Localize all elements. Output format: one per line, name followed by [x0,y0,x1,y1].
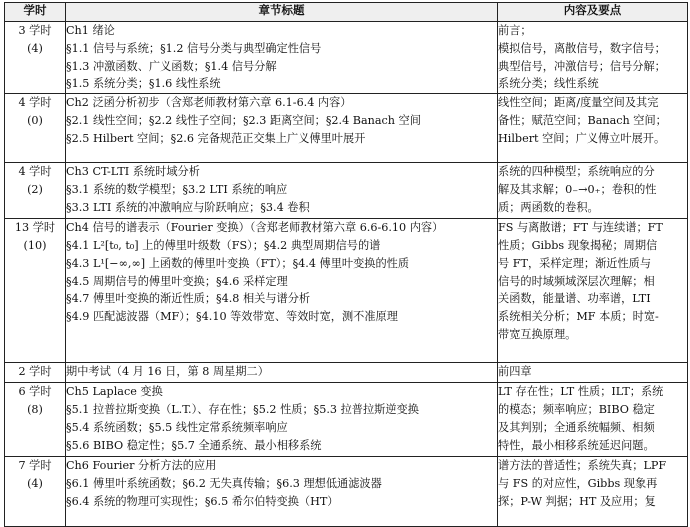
content-line: 解及其求解；0₋→0₊；卷积的性 [498,182,657,196]
content-line: 探；P-W 判据；HT 及应用；复 [498,494,656,508]
table-row [5,219,688,363]
hours-value: 7 学时 [18,459,52,473]
chapter-cell [66,383,498,457]
section-line: §2.1 线性空间；§2.2 线性子空间；§2.3 距离空间；§2.4 Banach 空间 [66,113,421,127]
chapter-cell [66,22,498,94]
header-content: 内容及要点 [498,3,688,22]
chapter-title: Ch1 绪论 [66,24,115,37]
content-line: 系统分类；线性系统 [498,77,599,91]
content-line: 典型信号，冲激信号；信号分解； [498,59,666,73]
table-row [5,22,688,94]
hours-cell [5,457,66,527]
chapter-title: Ch4 信号的谱表示（Fourier 变换）（含郑老师教材第六章 6.6-6.10 内容） [66,221,444,235]
chapter-title: Ch2 泛函分析初步（含郑老师教材第六章 6.1-6.4 内容） [66,96,352,110]
chapter-cell [66,163,498,219]
content-line: 系统的四种模型；系统响应的分 [498,165,655,179]
content-line: 信号的时域频域深层次理解；相 [498,274,655,288]
chapter-title: Ch3 CT-LTI 系统时域分析 [66,165,200,179]
table-row [5,163,688,219]
section-line: §1.5 系统分类；§1.6 线性系统 [66,77,221,91]
content-line: 与 FS 的对应性，Gibbs 现象再 [498,476,658,490]
hours-extra: (4) [27,41,43,55]
hours-extra: (4) [27,476,43,490]
section-line: §4.9 匹配滤波器（MF）；§4.10 等效带宽、等效时宽，测不准原理 [66,310,398,324]
content-line: 特性，最小相移系统延迟问题。 [498,438,655,452]
content-cell [498,457,688,527]
hours-value: 2 学时 [18,365,52,379]
content-line: 的模态；频率响应；BIBO 稳定 [498,402,655,416]
section-line: §4.1 L²[t₀, t₀] 上的傅里叶级数（FS）；§4.2 典型周期信号的谱 [66,238,381,252]
chapter-title: Ch5 Laplace 变换 [66,385,163,399]
table-row [5,94,688,163]
content-line: Hilbert 空间；广义傅立叶展开。 [498,131,666,145]
table-row [5,363,688,383]
content-cell [498,94,688,163]
hours-value: 4 学时 [18,165,52,179]
section-line: §3.3 LTI 系统的冲激响应与阶跃响应；§3.4 卷积 [66,200,310,214]
content-line: 号 FT，采样定理；渐近性质与 [498,256,652,270]
content-line: 质；两函数的卷积。 [498,200,599,214]
header-chapter: 章节标题 [66,3,498,22]
section-line: §2.5 Hilbert 空间；§2.6 完备规范正交集上广义傅里叶展开 [66,131,366,145]
content-line: 模拟信号，离散信号，数字信号； [498,41,666,55]
chapter-cell [66,94,498,163]
hours-value: 3 学时 [18,24,52,37]
section-line: §6.4 系统的物理可实现性；§6.5 希尔伯特变换（HT） [66,494,339,508]
section-line: §3.1 系统的数学模型；§3.2 LTI 系统的响应 [66,182,288,196]
content-line: 线性空间；距离/度量空间及其完 [498,96,659,110]
hours-cell [5,22,66,94]
content-line: 及其判别；全通系统幅频、相频 [498,420,655,434]
content-line: 带宽互换原理。 [498,327,577,341]
content-cell [498,163,688,219]
header-row [5,3,688,22]
table-row [5,383,688,457]
content-line: 前言； [498,24,532,37]
header-hours: 学时 [5,3,66,22]
section-line: §5.1 拉普拉斯变换（L.T.）、存在性；§5.2 性质；§5.3 拉普拉斯逆变换 [66,402,419,416]
chapter-title: Ch6 Fourier 分析方法的应用 [66,459,217,473]
hours-extra: (10) [23,238,47,252]
section-line: §1.1 信号与系统；§1.2 信号分类与典型确定性信号 [66,41,322,55]
section-line: §4.3 L¹[−∞,∞] 上函数的傅里叶变换（FT）；§4.4 傅里叶变换的性质 [66,256,410,270]
section-line: §4.5 周期信号的傅里叶变换；§4.6 采样定理 [66,274,288,288]
chapter-title: 期中考试（4 月 16 日，第 8 周星期二） [66,365,269,379]
content-line: 备性；赋范空间；Banach 空间； [498,113,667,127]
hours-extra: (2) [27,182,43,196]
content-line: 系统相关分析；MF 本质；时宽- [498,310,659,324]
table-row [5,457,688,527]
section-line: §6.1 傅里叶系统函数；§6.2 无失真传输；§6.3 理想低通滤波器 [66,476,382,490]
content-line: 关函数，能量谱、功率谱，LTI [498,292,651,306]
hours-cell [5,363,66,383]
chapter-cell [66,457,498,527]
section-line: §4.7 傅里叶变换的渐近性质；§4.8 相关与谱分析 [66,292,311,306]
content-line: 性质；Gibbs 现象揭秘；周期信 [498,238,658,252]
hours-extra: (8) [27,402,43,416]
hours-cell [5,163,66,219]
content-cell [498,219,688,363]
hours-value: 4 学时 [18,96,52,110]
hours-value: 6 学时 [18,385,52,399]
content-line: 前四章 [498,365,532,379]
hours-value: 13 学时 [14,221,56,235]
syllabus-table [4,2,688,527]
section-line: §1.3 冲激函数、广义函数；§1.4 信号分解 [66,59,277,73]
hours-cell [5,219,66,363]
content-line: 谱方法的普适性；系统失真；LPF [498,459,667,473]
content-cell [498,22,688,94]
hours-cell [5,383,66,457]
content-line: LT 存在性；LT 性质；ILT；系统 [498,385,664,399]
section-line: §5.4 系统函数；§5.5 线性定常系统频率响应 [66,420,288,434]
table-body [5,22,688,527]
content-cell [498,383,688,457]
chapter-cell [66,219,498,363]
content-cell [498,363,688,383]
hours-extra: (0) [27,113,43,127]
content-line: FS 与离散谱；FT 与连续谱；FT [498,221,663,235]
hours-cell [5,94,66,163]
chapter-cell [66,363,498,383]
section-line: §5.6 BIBO 稳定性；§5.7 全通系统、最小相移系统 [66,438,322,452]
